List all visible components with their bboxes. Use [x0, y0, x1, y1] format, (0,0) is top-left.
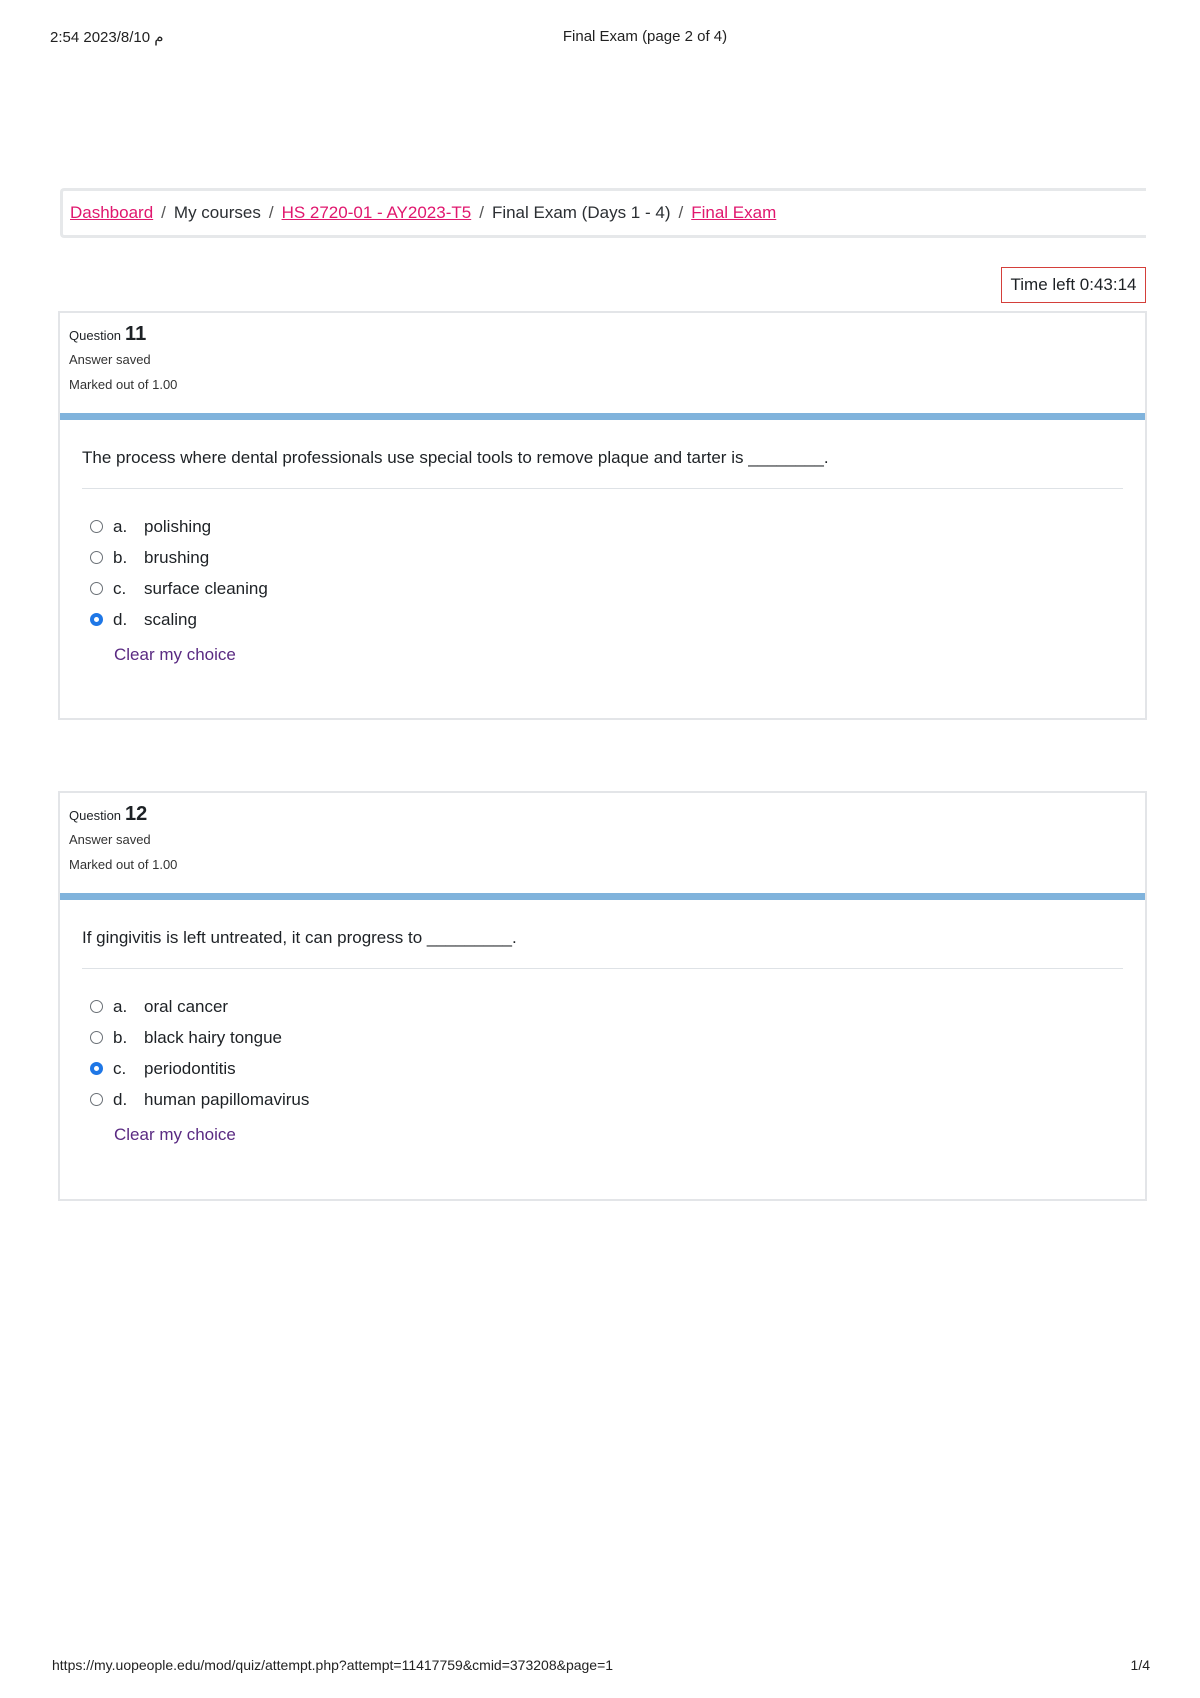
question-text: The process where dental professionals use special tools to remove plaque and tarter is ________. [82, 448, 1123, 489]
question-number-value: 12 [125, 803, 148, 825]
answer-option-a[interactable] [90, 991, 1123, 1022]
radio-button[interactable] [90, 1031, 103, 1044]
print-title: Final Exam (page 2 of 4) [562, 28, 728, 45]
answer-list [82, 511, 1123, 635]
question-text: If gingivitis is left untreated, it can progress to _________. [82, 928, 1123, 969]
breadcrumb-final-exam-link[interactable]: Final Exam [691, 203, 777, 222]
question-divider-bar [60, 893, 1145, 900]
answer-option-d[interactable] [90, 604, 1123, 635]
breadcrumb-separator: / [161, 203, 166, 222]
question-grade: Marked out of 1.00 [69, 377, 178, 392]
answer-option-b[interactable] [90, 542, 1123, 573]
radio-button-selected[interactable] [90, 613, 103, 626]
quiz-timer: Time left 0:43:14 [1001, 267, 1146, 303]
print-header [0, 28, 1200, 50]
answer-option-a[interactable] [90, 511, 1123, 542]
question-grade: Marked out of 1.00 [69, 857, 178, 872]
answer-letter: b. [113, 547, 128, 567]
radio-button-selected[interactable] [90, 1062, 103, 1075]
breadcrumb-exam-section: Final Exam (Days 1 - 4) [491, 203, 671, 222]
answer-option-b[interactable] [90, 1022, 1123, 1053]
question-divider-bar [60, 413, 1145, 420]
answer-text: black hairy tongue [144, 1027, 282, 1047]
answer-letter: a. [113, 516, 128, 536]
question-number [69, 323, 1145, 346]
breadcrumb-dashboard-link[interactable]: Dashboard [70, 203, 154, 222]
question-label: Question [69, 328, 122, 343]
answer-text: scaling [144, 609, 197, 629]
question-content [60, 420, 1145, 665]
question-content [60, 900, 1145, 1145]
radio-button[interactable] [90, 551, 103, 564]
question-number-value: 11 [125, 323, 147, 345]
answer-option-c[interactable] [90, 573, 1123, 604]
question-state: Answer saved [69, 832, 151, 847]
answer-letter: c. [113, 1058, 127, 1078]
answer-letter: c. [113, 578, 127, 598]
question-info [60, 313, 1145, 413]
clear-choice-link[interactable]: Clear my choice [114, 1125, 236, 1144]
breadcrumb-separator: / [479, 203, 484, 222]
answer-letter: d. [113, 1089, 128, 1109]
breadcrumb [60, 188, 1146, 238]
question-label: Question [69, 808, 122, 823]
answer-letter: d. [113, 609, 128, 629]
answer-text: oral cancer [144, 996, 229, 1016]
question-info [60, 793, 1145, 893]
answer-option-d[interactable] [90, 1084, 1123, 1115]
question-state: Answer saved [69, 352, 151, 367]
breadcrumb-separator: / [268, 203, 274, 222]
answer-text: periodontitis [144, 1058, 236, 1078]
radio-button[interactable] [90, 1093, 103, 1106]
answer-letter: b. [113, 1027, 128, 1047]
answer-option-c[interactable] [90, 1053, 1123, 1084]
radio-button[interactable] [90, 1000, 103, 1013]
breadcrumb-course-link[interactable]: HS 2720-01 - AY2023-T5 [281, 203, 472, 222]
radio-button[interactable] [90, 520, 103, 533]
question-number [69, 803, 1145, 826]
answer-text: human papillomavirus [144, 1089, 310, 1109]
answer-list [82, 991, 1123, 1115]
print-url: https://my.uopeople.edu/mod/quiz/attempt.php?attempt=11417759&cmid=373208&page=1 [52, 1657, 614, 1673]
answer-letter: a. [113, 996, 128, 1016]
answer-text: polishing [144, 516, 212, 536]
answer-text: brushing [144, 547, 210, 567]
print-date: 2:54 م 2023/8/10 [50, 29, 164, 46]
breadcrumb-my-courses: My courses [173, 203, 261, 222]
answer-text: surface cleaning [144, 578, 268, 598]
question-12 [58, 791, 1147, 1201]
question-11 [58, 311, 1147, 720]
radio-button[interactable] [90, 582, 103, 595]
breadcrumb-separator: / [678, 203, 684, 222]
clear-choice-link[interactable]: Clear my choice [114, 645, 236, 664]
print-page-count: 1/4 [1130, 1657, 1150, 1673]
